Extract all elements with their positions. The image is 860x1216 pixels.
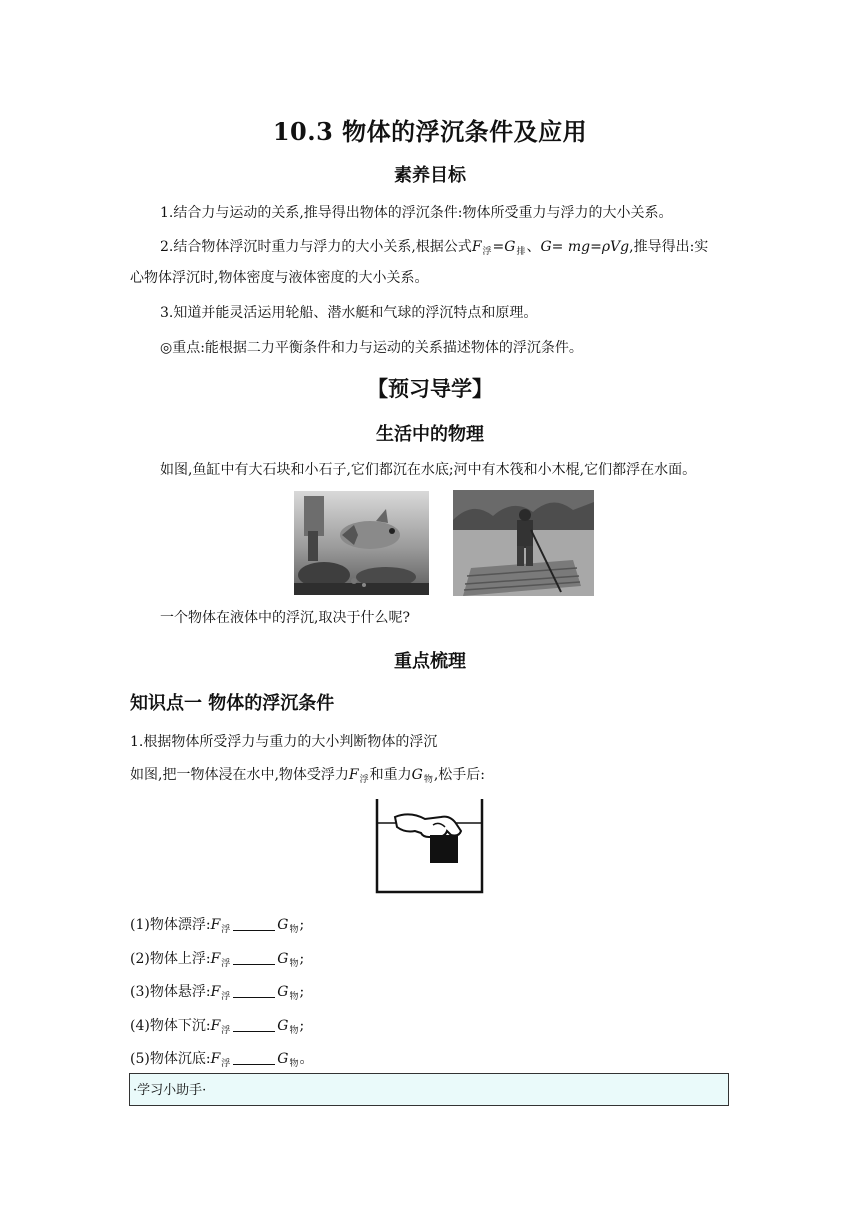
answer-blank[interactable] [233, 1052, 275, 1065]
goal-item-2-line1: 2.结合物体浮沉时重力与浮力的大小关系,根据公式$F_浮=G_排$、G= mg=ρVg,推导得出:实 [160, 239, 709, 257]
preview-heading: 【预习导学】 [367, 376, 493, 401]
hand-block-diagram [375, 797, 485, 895]
answer-blank[interactable] [233, 1019, 275, 1032]
life-physics-heading: 生活中的物理 [376, 424, 484, 445]
experiment-intro: 如图,把一物体浸在水中,物体受浮力$F_浮$和重力$G_物$,松手后: [130, 767, 486, 785]
answer-blank[interactable] [233, 985, 275, 998]
knowledge-point-1-subtitle: 1.根据物体所受浮力与重力的大小判断物体的浮沉 [130, 734, 438, 750]
condition-item-2: (2)物体上浮$:F_浮$ $G_物$; [130, 951, 305, 969]
focus-note: ◎重点:能根据二力平衡条件和力与运动的关系描述物体的浮沉条件。 [160, 340, 583, 356]
condition-item-1: (1)物体漂浮$:F_浮$ $G_物$; [130, 917, 305, 935]
goal-item-1: 1.结合力与运动的关系,推导得出物体的浮沉条件:物体所受重力与浮力的大小关系。 [160, 205, 673, 221]
page-title: 10.3 物体的浮沉条件及应用 [272, 117, 588, 146]
answer-blank[interactable] [233, 952, 275, 965]
goal-item-2-line2: 心物体浮沉时,物体密度与液体密度的大小关系。 [130, 270, 429, 286]
condition-item-5: (5)物体沉底$:F_浮$ $G_物$。 [130, 1051, 314, 1069]
goals-heading: 素养目标 [394, 165, 466, 186]
study-helper-box [129, 1073, 729, 1106]
key-points-heading: 重点梳理 [394, 651, 466, 672]
life-physics-text: 如图,鱼缸中有大石块和小石子,它们都沉在水底;河中有木筏和小木棍,它们都浮在水面。 [160, 462, 697, 478]
condition-item-3: (3)物体悬浮$:F_浮$ $G_物$; [130, 984, 305, 1002]
goal-item-3: 3.知道并能灵活运用轮船、潜水艇和气球的浮沉特点和原理。 [160, 305, 538, 321]
answer-blank[interactable] [233, 918, 275, 931]
condition-item-4: (4)物体下沉$:F_浮$ $G_物$; [130, 1018, 305, 1036]
study-helper-label: ·学习小助手· [133, 1083, 207, 1098]
knowledge-point-1-title: 知识点一 物体的浮沉条件 [130, 693, 335, 714]
fish-tank-photo [294, 491, 429, 595]
preview-question: 一个物体在液体中的浮沉,取决于什么呢? [160, 610, 410, 626]
raft-photo [453, 490, 594, 596]
